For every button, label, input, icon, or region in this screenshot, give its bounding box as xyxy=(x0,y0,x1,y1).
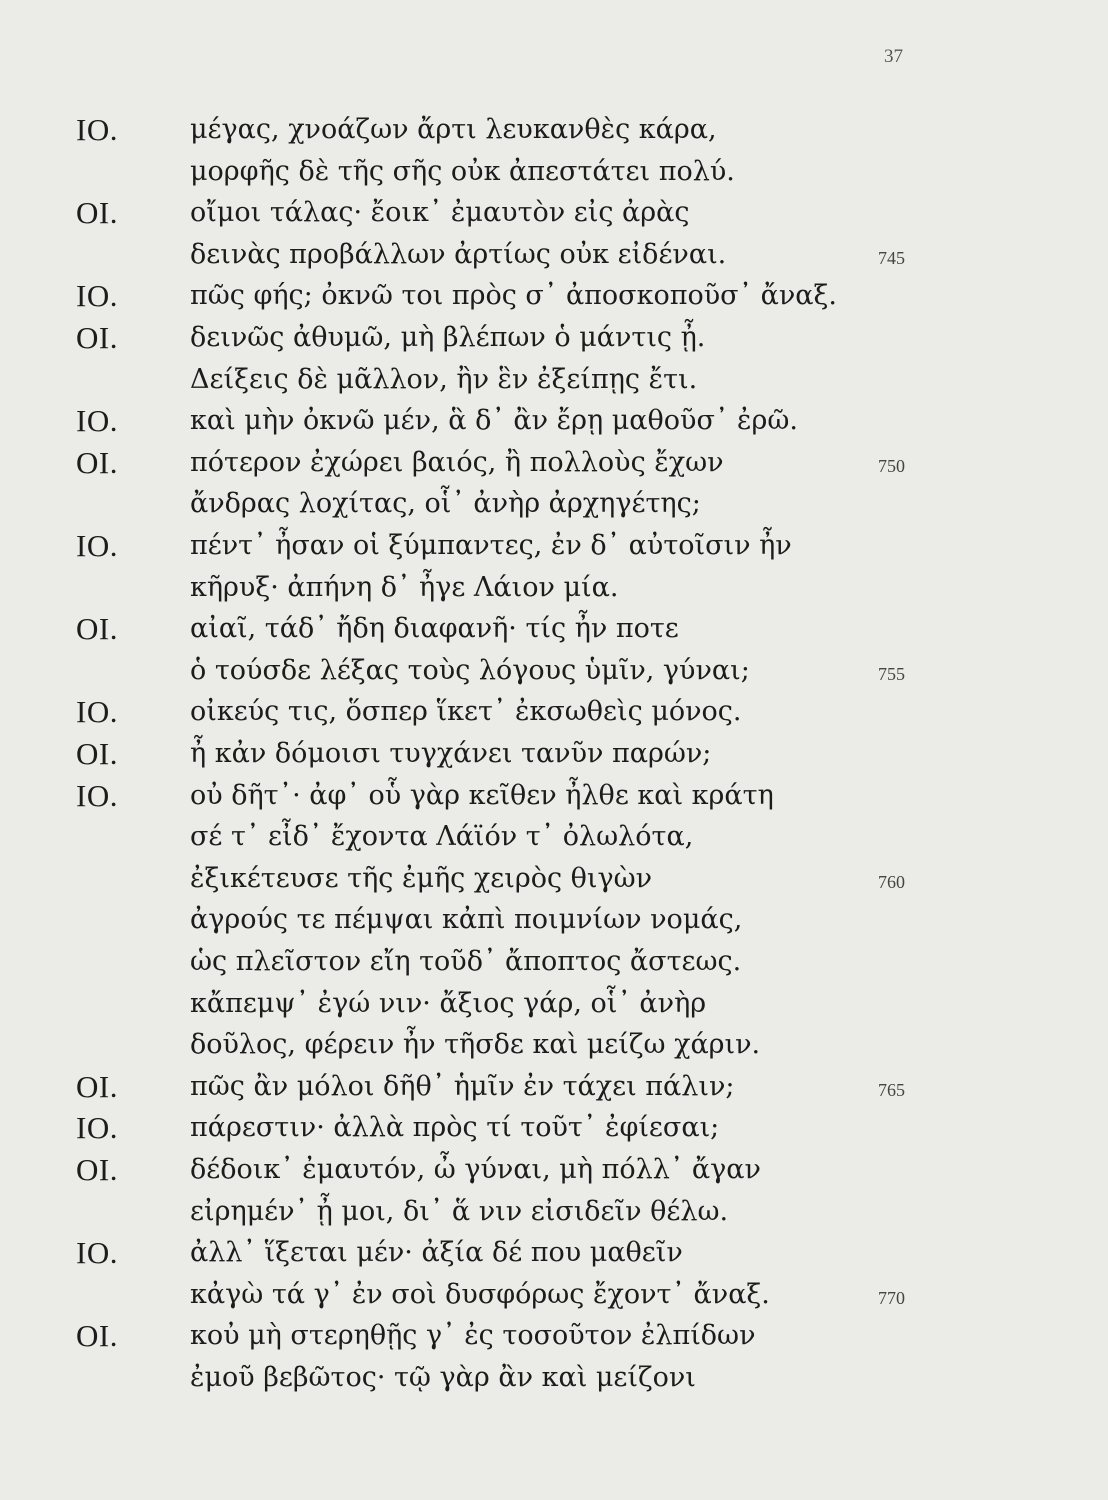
verse-text: δεινῶς ἀθυμῶ, μὴ βλέπων ὁ μάντις ᾖ. xyxy=(190,322,706,353)
verse-line xyxy=(0,232,1108,277)
speaker-label: ΟΙ. xyxy=(76,320,118,355)
speaker-label: ΟΙ. xyxy=(76,444,118,480)
verse-line xyxy=(0,814,1108,859)
verse-line xyxy=(0,1064,1108,1109)
verse-text: κῆρυξ· ἀπήνη δ᾽ ἦγε Λάιον μία. xyxy=(190,571,619,603)
verse-line xyxy=(0,731,1108,776)
verse-text: εἰρημέν᾽ ᾖ μοι, δι᾽ ἅ νιν εἰσιδεῖν θέλω. xyxy=(190,1195,729,1227)
verse-line xyxy=(0,773,1108,818)
speaker-label: ΙΟ. xyxy=(76,403,118,439)
verse-line xyxy=(0,398,1108,443)
verse-text: Δείξεις δὲ μᾶλλον, ἢν ἓν ἐξείπῃς ἔτι. xyxy=(190,363,698,395)
speaker-label: ΟΙ. xyxy=(76,611,118,647)
speaker-label: ΙΟ. xyxy=(76,1235,118,1271)
verse-text: πότερον ἐχώρει βαιός, ἢ πολλοὺς ἔχων xyxy=(190,446,724,478)
speaker-label: ΙΟ. xyxy=(76,694,118,730)
speaker-label: ΙΟ. xyxy=(76,777,118,813)
speaker-label: ΟΙ. xyxy=(76,736,118,771)
verse-text: ἐμοῦ βεβῶτος· τῷ γὰρ ἂν καὶ μείζονι xyxy=(190,1362,696,1393)
verse-text: κἀγὼ τά γ᾽ ἐν σοὶ δυσφόρως ἔχοντ᾽ ἄναξ. xyxy=(190,1278,770,1310)
verse-line xyxy=(0,315,1108,360)
verse-text: πάρεστιν· ἀλλὰ πρὸς τί τοῦτ᾽ ἐφίεσαι; xyxy=(190,1112,720,1144)
line-number: 755 xyxy=(878,663,905,684)
speaker-label: ΟΙ. xyxy=(76,1152,118,1187)
verse-line xyxy=(0,1189,1108,1234)
speaker-label: ΟΙ. xyxy=(76,195,118,231)
verse-text: οὐ δῆτ᾽· ἀφ᾽ οὗ γὰρ κεῖθεν ἦλθε καὶ κράτη xyxy=(190,779,774,811)
verse-line xyxy=(0,107,1108,152)
speaker-label: ΟΙ. xyxy=(76,1068,118,1104)
verse-line xyxy=(0,1105,1108,1150)
verse-line xyxy=(0,440,1108,485)
verse-line xyxy=(0,648,1108,693)
verse-line xyxy=(0,481,1108,526)
verse-text: οἰκεύς τις, ὅσπερ ἵκετ᾽ ἐκσωθεὶς μόνος. xyxy=(190,696,742,728)
verse-line xyxy=(0,856,1108,901)
verse-line xyxy=(0,565,1108,610)
verse-line xyxy=(0,273,1108,318)
speaker-label: ΙΟ. xyxy=(76,278,118,314)
verse-line xyxy=(0,939,1108,984)
verse-line xyxy=(0,1022,1108,1067)
verse-text: ἀγρούς τε πέμψαι κἀπὶ ποιμνίων νομάς, xyxy=(190,904,743,936)
verse-text: πῶς φής; ὀκνῶ τοι πρὸς σ᾽ ἀποσκοποῦσ᾽ ἄναξ. xyxy=(190,280,837,312)
verse-text: ἦ κἀν δόμοισι τυγχάνει τανῦν παρών; xyxy=(190,738,712,769)
verse-text: δεινὰς προβάλλων ἀρτίως οὐκ εἰδέναι. xyxy=(190,238,727,270)
verse-line xyxy=(0,149,1108,194)
verse-text: ἄνδρας λοχίτας, οἷ᾽ ἀνὴρ ἀρχηγέτης; xyxy=(190,488,701,520)
verse-text: οἴμοι τάλας· ἔοικ᾽ ἐμαυτὸν εἰς ἀρὰς xyxy=(190,197,690,229)
verse-text: ὁ τούσδε λέξας τοὺς λόγους ὑμῖν, γύναι; xyxy=(190,654,750,686)
speaker-label: ΙΟ. xyxy=(76,1110,118,1146)
page-number: 37 xyxy=(884,46,903,67)
verse-text: ἀλλ᾽ ἵξεται μέν· ἀξία δέ που μαθεῖν xyxy=(190,1237,683,1269)
verse-text: μέγας, χνοάζων ἄρτι λευκανθὲς κάρα, xyxy=(190,114,717,145)
line-number: 770 xyxy=(878,1287,905,1308)
speaker-label: ΙΟ. xyxy=(76,112,118,147)
verse-line xyxy=(0,689,1108,734)
verse-line xyxy=(0,190,1108,235)
verse-line xyxy=(0,897,1108,942)
verse-text: δοῦλος, φέρειν ἦν τῆσδε καὶ μείζω χάριν. xyxy=(190,1029,761,1061)
verse-line xyxy=(0,357,1108,402)
speaker-label: ΟΙ. xyxy=(76,1318,118,1354)
verse-text: πῶς ἂν μόλοι δῆθ᾽ ἡμῖν ἐν τάχει πάλιν; xyxy=(190,1070,735,1102)
verse-line xyxy=(0,1355,1108,1400)
verse-text: σέ τ᾽ εἶδ᾽ ἔχοντα Λάϊόν τ᾽ ὀλωλότα, xyxy=(190,821,694,853)
verse-line xyxy=(0,1272,1108,1317)
verse-line xyxy=(0,1147,1108,1192)
line-number: 750 xyxy=(878,455,905,476)
verse-line xyxy=(0,981,1108,1026)
verse-line xyxy=(0,523,1108,568)
verse-text: κοὐ μὴ στερηθῇς γ᾽ ἐς τοσοῦτον ἐλπίδων xyxy=(190,1320,756,1352)
line-number: 765 xyxy=(878,1079,905,1100)
verse-text: αἰαῖ, τάδ᾽ ἤδη διαφανῆ· τίς ἦν ποτε xyxy=(190,613,679,645)
verse-text: ὡς πλεῖστον εἴη τοῦδ᾽ ἄποπτος ἄστεως. xyxy=(190,946,742,977)
line-number: 745 xyxy=(878,247,905,268)
verse-text: δέδοικ᾽ ἐμαυτόν, ὦ γύναι, μὴ πόλλ᾽ ἄγαν xyxy=(190,1154,761,1185)
verse-line xyxy=(0,1230,1108,1275)
verse-line xyxy=(0,1313,1108,1358)
verse-text: κἄπεμψ᾽ ἐγώ νιν· ἄξιος γάρ, οἷ᾽ ἀνὴρ xyxy=(190,987,707,1019)
verse-text: καὶ μὴν ὀκνῶ μέν, ἃ δ᾽ ἂν ἔρῃ μαθοῦσ᾽ ἐρῶ. xyxy=(190,405,798,437)
speaker-label: ΙΟ. xyxy=(76,528,118,563)
verse-text: μορφῆς δὲ τῆς σῆς οὐκ ἀπεστάτει πολύ. xyxy=(190,155,735,187)
verse-line xyxy=(0,606,1108,651)
verse-text: ἐξικέτευσε τῆς ἐμῆς χειρὸς θιγὼν xyxy=(190,862,653,894)
verse-text: πέντ᾽ ἦσαν οἱ ξύμπαντες, ἐν δ᾽ αὐτοῖσιν ἦν xyxy=(190,530,792,561)
line-number: 760 xyxy=(878,871,905,892)
